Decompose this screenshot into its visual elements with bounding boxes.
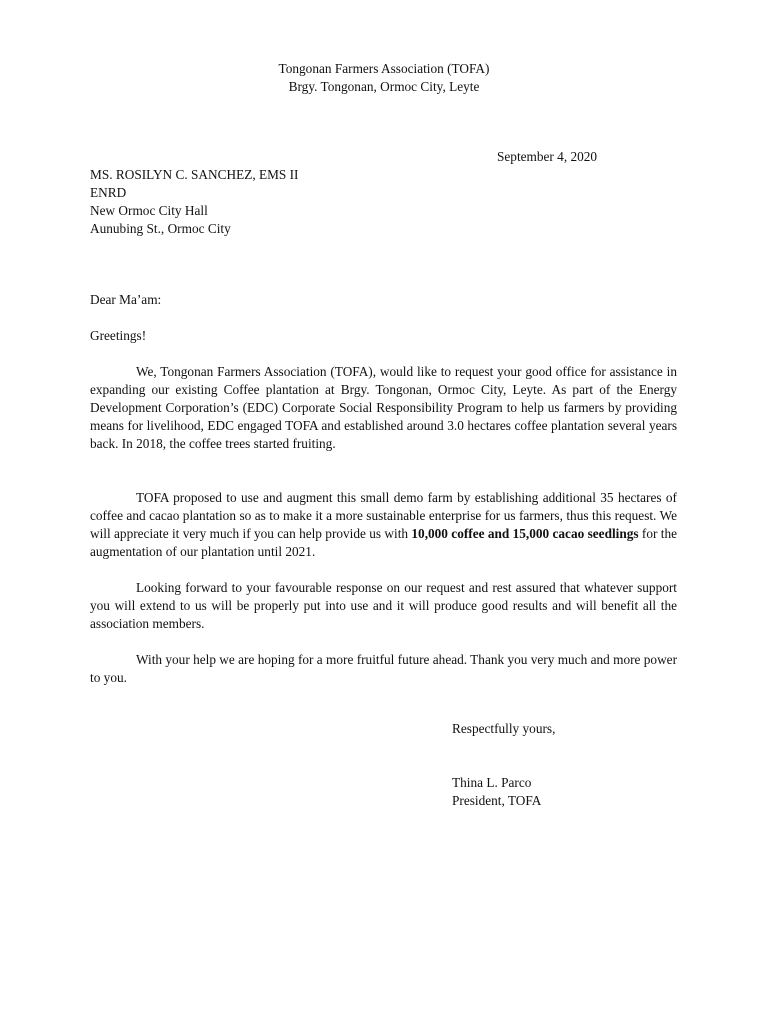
closing-line: Respectfully yours, — [452, 721, 556, 736]
signatory-name: Thina L. Parco — [452, 775, 532, 790]
seedling-request-highlight: 10,000 coffee and 15,000 cacao seedlings — [411, 526, 639, 541]
body-paragraph-3: Looking forward to your favourable response on our request and rest assured that whatever support you will extend to us will be properly put into use and it will produce good results and will benefit all the association members. — [90, 580, 677, 631]
recipient-block — [90, 166, 298, 238]
organization-name: Tongonan Farmers Association (TOFA) — [278, 61, 490, 76]
letter-date: September 4, 2020 — [497, 149, 598, 164]
recipient-office: ENRD — [90, 185, 127, 200]
signatory-title: President, TOFA — [452, 793, 542, 808]
organization-address: Brgy. Tongonan, Ormoc City, Leyte — [288, 79, 480, 94]
greeting: Greetings! — [90, 328, 147, 343]
signatory-block — [452, 774, 541, 810]
salutation: Dear Ma’am: — [90, 292, 162, 307]
recipient-building: New Ormoc City Hall — [90, 203, 208, 218]
body-paragraph-4: With your help we are hoping for a more fruitful future ahead. Thank you very much and more power to you. — [90, 652, 677, 685]
recipient-street: Aunubing St., Ormoc City — [90, 221, 231, 236]
paragraph-2-text-end: for the augmentation of our plantation until 2021. — [90, 526, 677, 559]
body-paragraph-1: We, Tongonan Farmers Association (TOFA), would like to request your good office for assistance in expanding our existing Coffee plantation at Brgy. Tongonan, Ormoc City, Leyte. As part of the Energy Development Corporation’s (EDC) Corporate Social Responsibility Program to help us farmers by providing means for livelihood, EDC engaged TOFA and established around 3.0 hectares coffee plantation several years back. In 2018, the coffee trees started fruiting. — [90, 364, 677, 451]
body-paragraph-2 — [90, 489, 677, 561]
letterhead — [0, 60, 768, 96]
recipient-name: MS. ROSILYN C. SANCHEZ, EMS II — [90, 167, 299, 182]
paragraph-2-text-start: TOFA proposed to use and augment this small demo farm by establishing additional 35 hectares of coffee and cacao plantation so as to make it a more sustainable enterprise for us farmers, thus this request. We will appreciate it very much if you can help provide us with — [90, 490, 677, 541]
